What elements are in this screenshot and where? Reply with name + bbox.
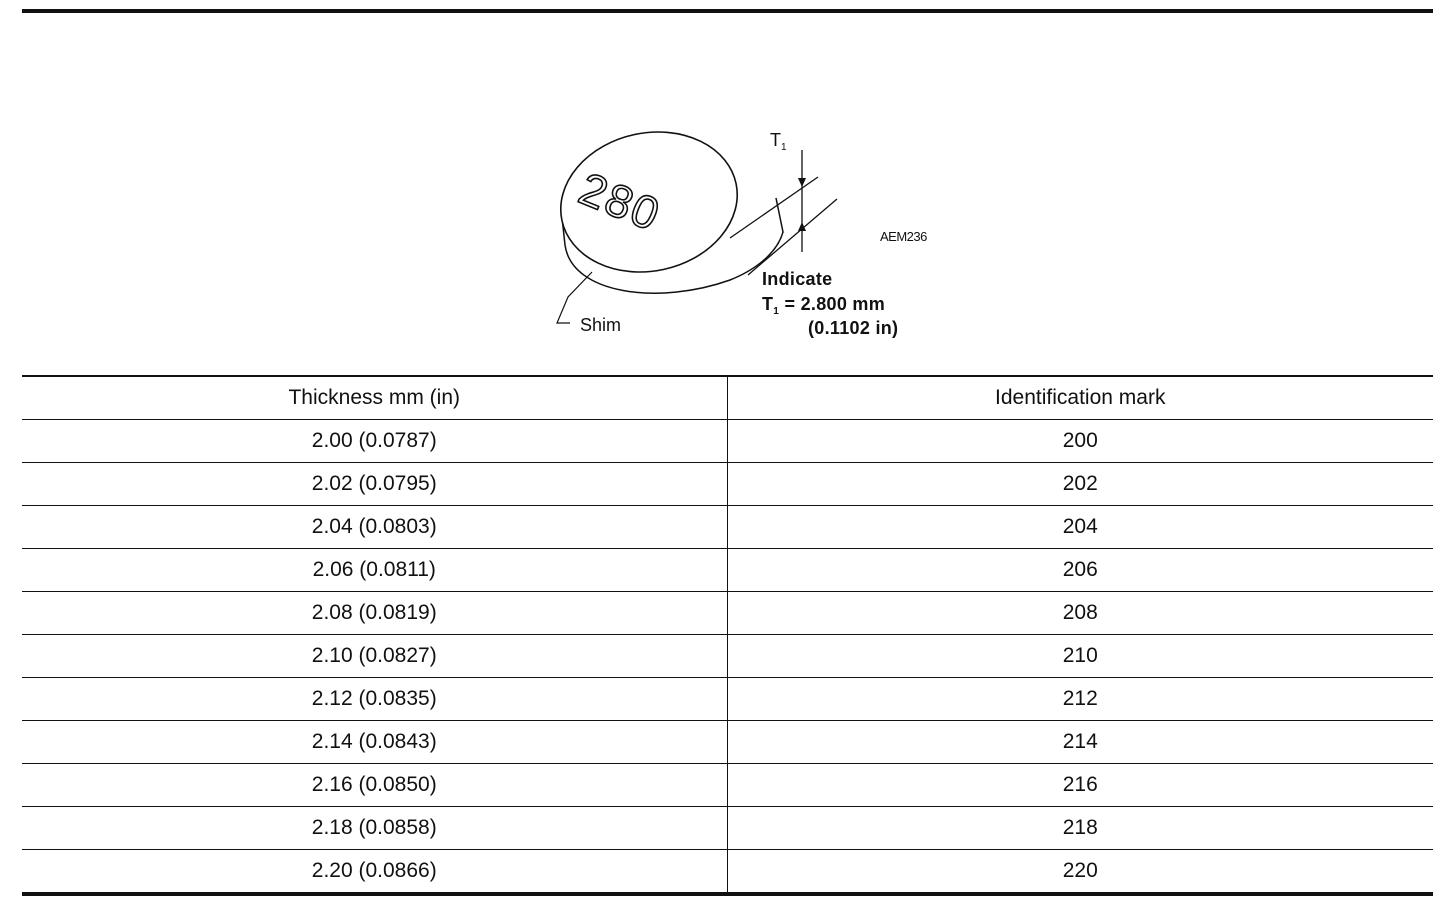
t1-subscript: 1 xyxy=(781,142,787,153)
t1-label xyxy=(770,130,787,153)
extension-line-bottom xyxy=(748,199,837,275)
mark-cell: 212 xyxy=(727,678,1433,721)
mark-cell: 218 xyxy=(727,807,1433,850)
top-rule xyxy=(22,9,1433,13)
indicate-value xyxy=(762,294,885,317)
mark-cell: 210 xyxy=(727,635,1433,678)
table-row xyxy=(22,592,1433,635)
mark-cell: 216 xyxy=(727,764,1433,807)
header-thickness: Thickness mm (in) xyxy=(22,376,727,420)
t1-letter: T xyxy=(770,130,781,150)
figure-code: AEM236 xyxy=(880,229,927,244)
table-row xyxy=(22,635,1433,678)
mark-cell: 202 xyxy=(727,463,1433,506)
thickness-cell: 2.02 (0.0795) xyxy=(22,463,727,506)
indicate-value-mm: = 2.800 mm xyxy=(779,294,886,314)
thickness-cell: 2.10 (0.0827) xyxy=(22,635,727,678)
thickness-cell: 2.16 (0.0850) xyxy=(22,764,727,807)
table-row xyxy=(22,764,1433,807)
shim-label: Shim xyxy=(580,315,622,335)
mark-cell: 204 xyxy=(727,506,1433,549)
table-row xyxy=(22,463,1433,506)
table-row xyxy=(22,807,1433,850)
indicate-t-letter: T xyxy=(762,294,774,314)
mark-cell: 220 xyxy=(727,850,1433,895)
table-row xyxy=(22,678,1433,721)
thickness-cell: 2.04 (0.0803) xyxy=(22,506,727,549)
header-identification-mark: Identification mark xyxy=(727,376,1433,420)
shim-identification-mark: 280 xyxy=(572,161,669,242)
mark-cell: 208 xyxy=(727,592,1433,635)
indicate-t-subscript: 1 xyxy=(773,306,780,317)
mark-cell: 200 xyxy=(727,420,1433,463)
thickness-cell: 2.00 (0.0787) xyxy=(22,420,727,463)
mark-cell: 206 xyxy=(727,549,1433,592)
thickness-cell: 2.14 (0.0843) xyxy=(22,721,727,764)
mark-cell: 214 xyxy=(727,721,1433,764)
indicate-value-inches: (0.1102 in) xyxy=(808,318,899,338)
table-row xyxy=(22,721,1433,764)
table-row xyxy=(22,549,1433,592)
thickness-cell: 2.20 (0.0866) xyxy=(22,850,727,895)
thickness-cell: 2.06 (0.0811) xyxy=(22,549,727,592)
shim-thickness-table xyxy=(22,375,1433,896)
indicate-label: Indicate xyxy=(762,269,833,289)
table-row xyxy=(22,420,1433,463)
shim-figure xyxy=(540,120,960,350)
thickness-cell: 2.18 (0.0858) xyxy=(22,807,727,850)
thickness-cell: 2.12 (0.0835) xyxy=(22,678,727,721)
table-row xyxy=(22,506,1433,549)
table-row xyxy=(22,850,1433,895)
thickness-cell: 2.08 (0.0819) xyxy=(22,592,727,635)
table-header-row xyxy=(22,376,1433,420)
